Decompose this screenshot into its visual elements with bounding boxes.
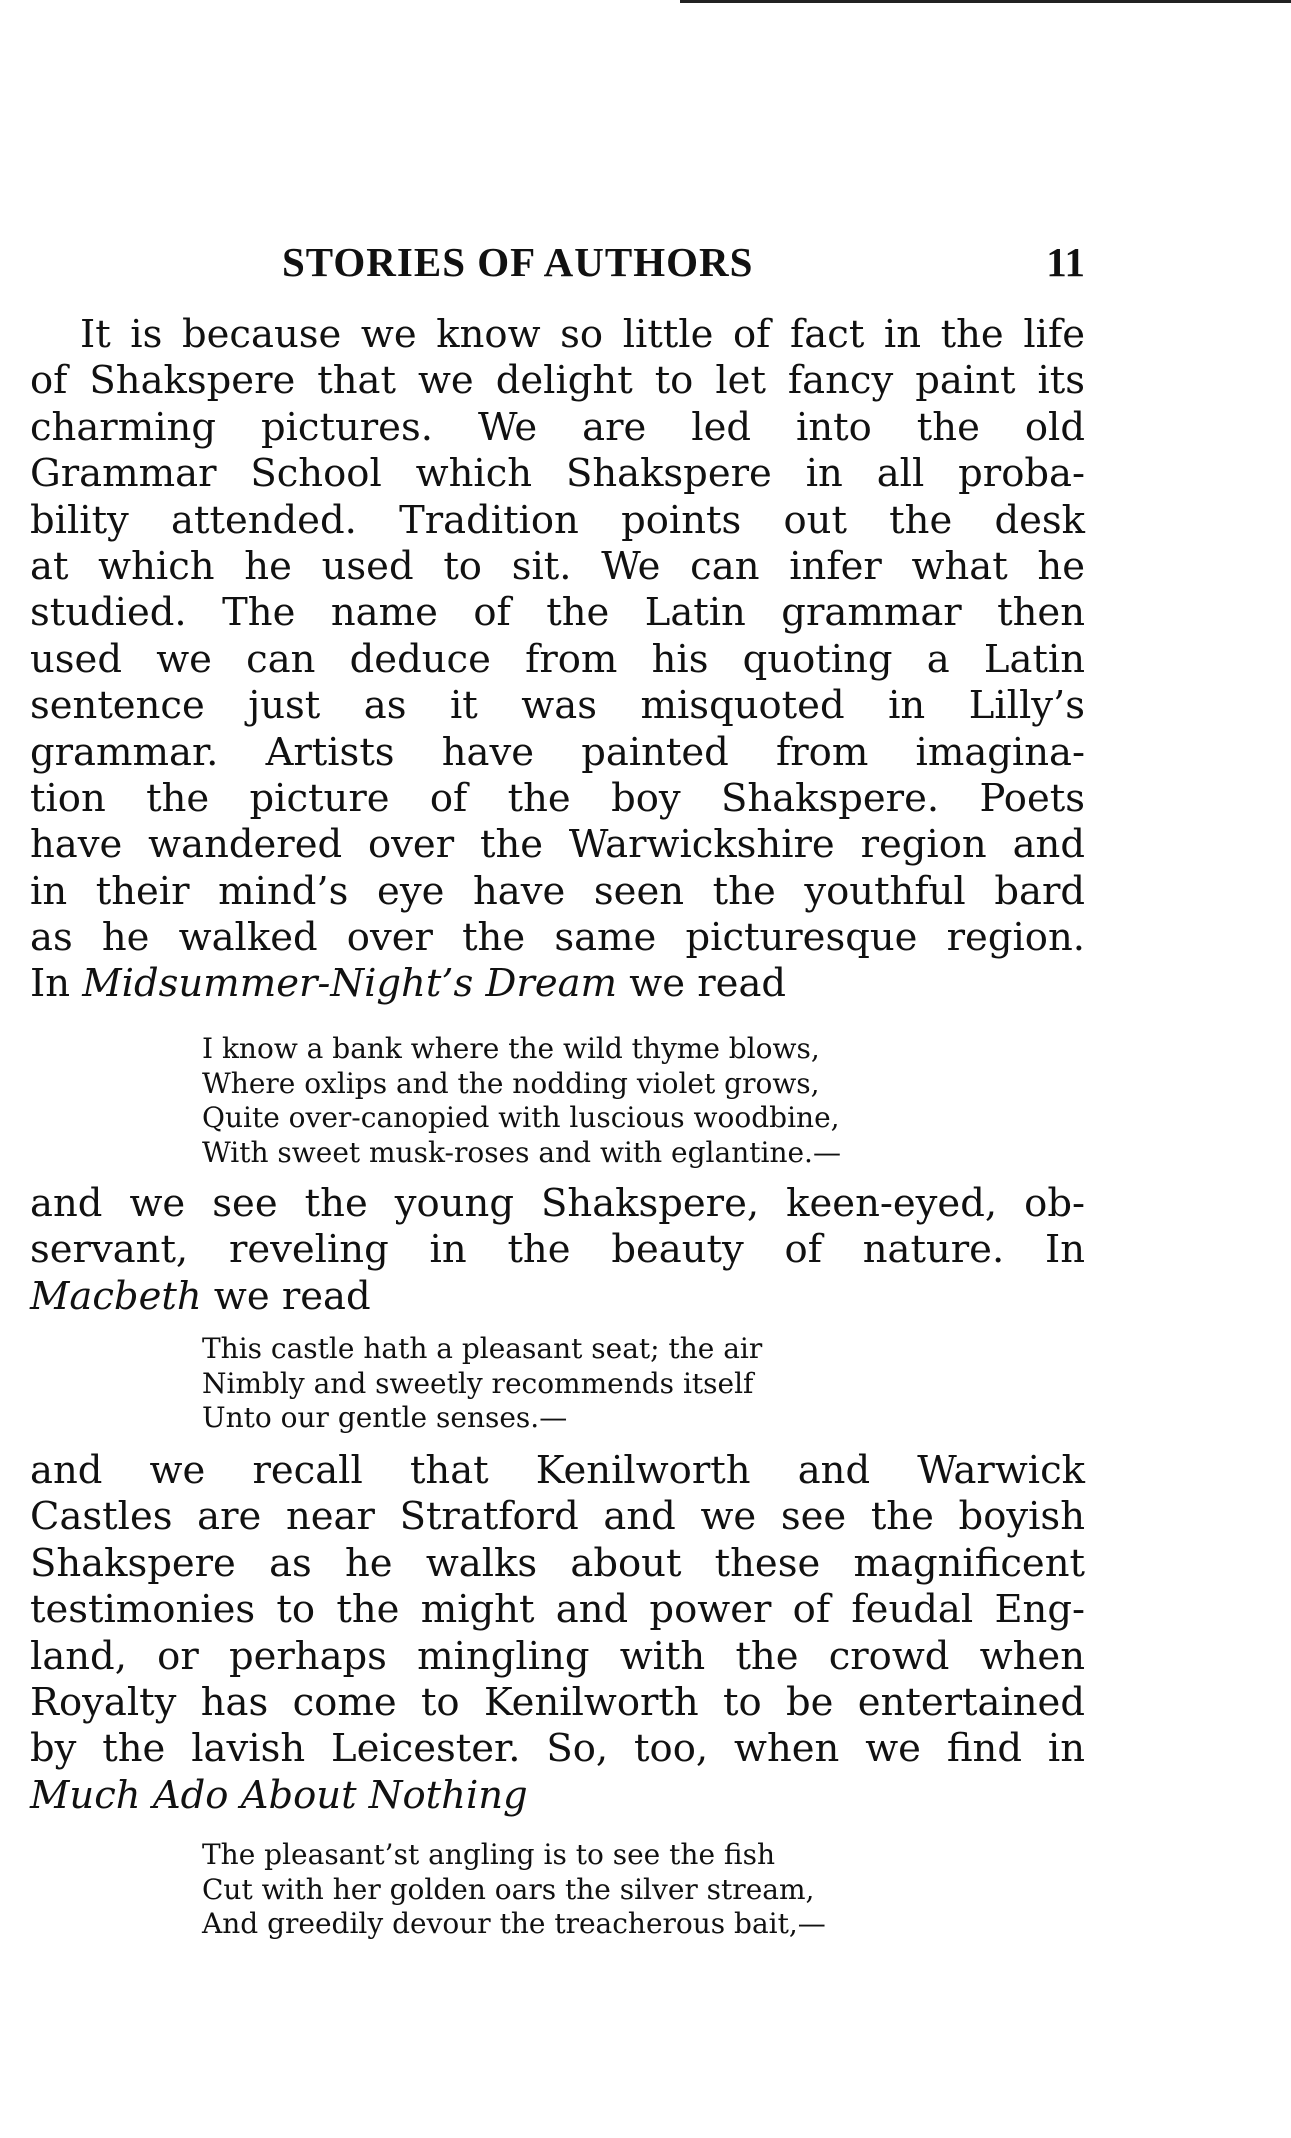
running-head: STORIES OF AUTHORS xyxy=(282,239,754,285)
paragraph-line: bility attended. Tradition points out the desk xyxy=(30,497,1085,543)
paragraph-line: as he walked over the same picturesque region. xyxy=(30,915,1085,961)
work-title: Much Ado About Nothing xyxy=(30,1772,528,1818)
paragraph-2 xyxy=(30,1181,1085,1320)
paragraph-line: land, or perhaps mingling with the crowd when xyxy=(30,1633,1085,1679)
paragraph-line xyxy=(30,1773,1085,1819)
verse-line: The pleasant’st angling is to see the fish xyxy=(202,1838,775,1871)
paragraph-line: and we recall that Kenilworth and Warwick xyxy=(30,1448,1085,1493)
page-header xyxy=(30,238,1085,288)
paragraph-line: Royalty has come to Kenilworth to be entertained xyxy=(30,1679,1085,1725)
verse-line: Nimbly and sweetly recommends itself xyxy=(202,1366,754,1400)
paragraph-line: by the lavish Leicester. So, too, when we find in xyxy=(30,1726,1085,1772)
paragraph-line: tion the picture of the boy Shakspere. Poets xyxy=(30,775,1085,821)
text-run: we read xyxy=(201,1273,371,1319)
verse-line: And greedily devour the treacherous bait,— xyxy=(202,1907,826,1940)
verse-quotation-1 xyxy=(202,1032,841,1170)
paragraph-line: and we see the young Shakspere, keen-eyed, ob- xyxy=(30,1181,1085,1226)
paragraph-line: servant, reveling in the beauty of nature. In xyxy=(30,1227,1085,1273)
verse-quotation-3 xyxy=(202,1838,826,1942)
verse-line: Unto our gentle senses.— xyxy=(202,1401,568,1434)
work-title: Macbeth xyxy=(30,1273,202,1319)
paragraph-3 xyxy=(30,1448,1085,1819)
verse-line: I know a bank where the wild thyme blows, xyxy=(202,1032,820,1065)
paragraph-line: studied. The name of the Latin grammar then xyxy=(30,590,1085,636)
page-number: 11 xyxy=(1046,239,1085,285)
paragraph-line: grammar. Artists have painted from imagina- xyxy=(30,729,1085,775)
paragraph-line xyxy=(30,961,1085,1007)
verse-line: Where oxlips and the nodding violet grows, xyxy=(202,1066,820,1100)
text-run: In xyxy=(30,961,83,1007)
top-rule xyxy=(680,0,1291,3)
paragraph-line: charming pictures. We are led into the old xyxy=(30,404,1085,450)
paragraph-line: Castles are near Stratford and we see the boyish xyxy=(30,1494,1085,1540)
paragraph-line: sentence just as it was misquoted in Lilly’s xyxy=(30,683,1085,729)
paragraph-line: at which he used to sit. We can infer what he xyxy=(30,543,1085,589)
verse-quotation-2 xyxy=(202,1332,762,1436)
paragraph-line: It is because we know so little of fact in the life xyxy=(80,312,1085,357)
paragraph-line: testimonies to the might and power of feudal Eng- xyxy=(30,1587,1085,1633)
verse-line: This castle hath a pleasant seat; the air xyxy=(202,1332,763,1365)
paragraph-line xyxy=(30,1274,1085,1320)
verse-line: Cut with her golden oars the silver stream, xyxy=(202,1872,815,1906)
paragraph-line: Grammar School which Shakspere in all proba- xyxy=(30,451,1085,497)
paragraph-1 xyxy=(30,312,1085,1008)
paragraph-line: used we can deduce from his quoting a Latin xyxy=(30,636,1085,682)
verse-line: Quite over-canopied with luscious woodbine, xyxy=(202,1101,840,1134)
work-title: Midsummer-Night’s Dream xyxy=(82,961,618,1007)
verse-line: With sweet musk-roses and with eglantine.— xyxy=(202,1135,841,1169)
text-run: we read xyxy=(617,961,787,1007)
paragraph-line: have wandered over the Warwickshire region and xyxy=(30,822,1085,868)
paragraph-line: in their mind’s eye have seen the youthful bard xyxy=(30,868,1085,914)
paragraph-line: Shakspere as he walks about these magnificent xyxy=(30,1540,1085,1586)
paragraph-line: of Shakspere that we delight to let fancy paint its xyxy=(30,358,1085,404)
